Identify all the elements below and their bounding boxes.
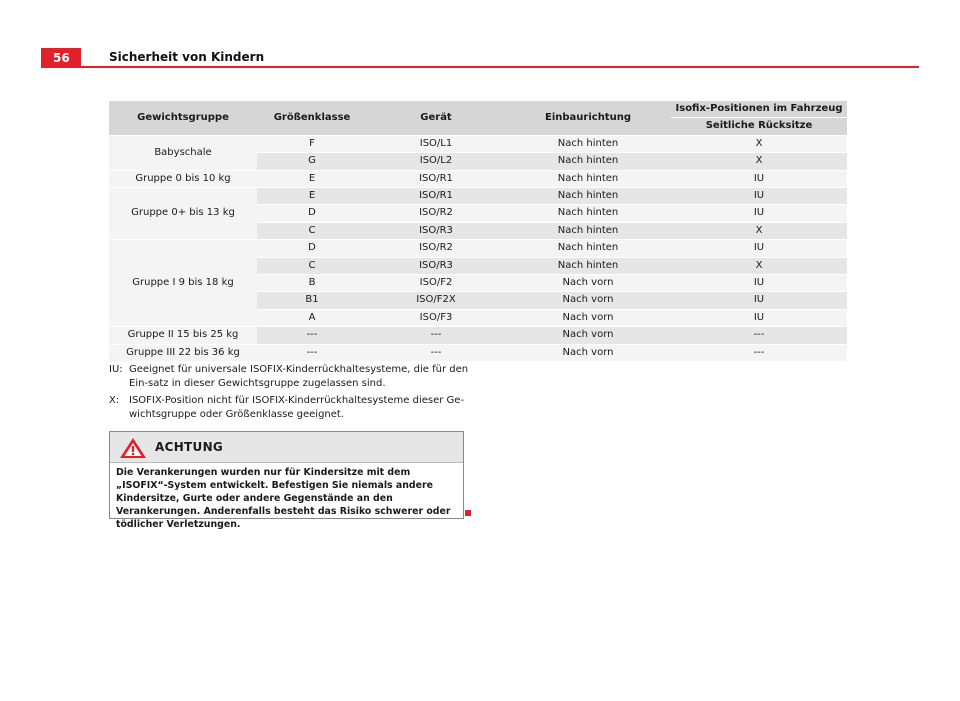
isofix-position-cell: ---	[671, 327, 847, 344]
size-class-cell: E	[257, 170, 367, 187]
direction-cell: Nach hinten	[505, 257, 671, 274]
direction-cell: Nach hinten	[505, 188, 671, 205]
isofix-position-cell: IU	[671, 188, 847, 205]
size-class-cell: G	[257, 153, 367, 170]
legend-item-iu	[109, 363, 469, 390]
size-class-cell: B	[257, 275, 367, 292]
direction-cell: Nach hinten	[505, 240, 671, 257]
size-class-cell: A	[257, 309, 367, 326]
device-cell: ---	[367, 327, 505, 344]
weight-group-cell: Gruppe II 15 bis 25 kg	[109, 327, 257, 344]
warning-text: Die Verankerungen wurden nur für Kindersitze mit dem „ISOFIX“-System entwickelt. Befestigen Sie niemals andere Kindersitze, Gurte oder andere Gegenstände an den Verankerungen. Anderenfalls besteht das Risiko schwerer oder tödlicher Verletzungen.	[116, 467, 451, 530]
legend-key: IU:	[109, 364, 123, 375]
size-class-cell: ---	[257, 327, 367, 344]
direction-cell: Nach vorn	[505, 327, 671, 344]
isofix-table	[109, 101, 847, 362]
isofix-position-cell: IU	[671, 292, 847, 309]
table-row	[109, 327, 847, 344]
device-cell: ISO/F2X	[367, 292, 505, 309]
warning-box	[109, 431, 464, 530]
device-cell: ISO/R3	[367, 257, 505, 274]
size-class-cell: D	[257, 205, 367, 222]
device-cell: ---	[367, 344, 505, 361]
isofix-position-cell: X	[671, 257, 847, 274]
column-header-size-class: Größenklasse	[257, 101, 367, 135]
header-rule	[41, 66, 919, 68]
legend-text: ISOFIX-Position nicht für ISOFIX-Kinderrückhaltesysteme dieser Ge-wichtsgruppe oder Größenklasse geeignet.	[129, 395, 465, 420]
device-cell: ISO/L2	[367, 153, 505, 170]
direction-cell: Nach vorn	[505, 292, 671, 309]
direction-cell: Nach hinten	[505, 222, 671, 239]
direction-cell: Nach vorn	[505, 344, 671, 361]
page-number: 56	[41, 48, 81, 68]
isofix-position-cell: ---	[671, 344, 847, 361]
weight-group-cell: Gruppe III 22 bis 36 kg	[109, 344, 257, 361]
isofix-position-cell: X	[671, 135, 847, 152]
size-class-cell: F	[257, 135, 367, 152]
direction-cell: Nach vorn	[505, 275, 671, 292]
table-row	[109, 240, 847, 257]
size-class-cell: C	[257, 257, 367, 274]
direction-cell: Nach hinten	[505, 153, 671, 170]
device-cell: ISO/R2	[367, 205, 505, 222]
device-cell: ISO/R1	[367, 170, 505, 187]
direction-cell: Nach hinten	[505, 135, 671, 152]
weight-group-cell: Gruppe I 9 bis 18 kg	[109, 240, 257, 327]
legend	[109, 363, 469, 425]
column-header-weight-group: Gewichtsgruppe	[109, 101, 257, 135]
isofix-position-cell: X	[671, 222, 847, 239]
table-body	[109, 135, 847, 361]
device-cell: ISO/L1	[367, 135, 505, 152]
direction-cell: Nach hinten	[505, 170, 671, 187]
size-class-cell: C	[257, 222, 367, 239]
warning-triangle-icon	[119, 437, 147, 459]
device-cell: ISO/F2	[367, 275, 505, 292]
isofix-position-cell: IU	[671, 205, 847, 222]
table-header	[109, 101, 847, 135]
warning-header	[110, 432, 463, 463]
column-header-rear-seats: Seitliche Rücksitze	[671, 118, 847, 135]
table-row	[109, 135, 847, 152]
size-class-cell: E	[257, 188, 367, 205]
isofix-position-cell: IU	[671, 309, 847, 326]
table-row	[109, 170, 847, 187]
column-header-direction: Einbaurichtung	[505, 101, 671, 135]
device-cell: ISO/R3	[367, 222, 505, 239]
size-class-cell: B1	[257, 292, 367, 309]
legend-text: Geeignet für universale ISOFIX-Kinderrückhaltesysteme, die für den Ein-satz in dieser Gewichtsgruppe zugelassen sind.	[129, 364, 469, 389]
legend-key: X:	[109, 395, 120, 406]
section-end-marker	[465, 510, 471, 516]
warning-title: ACHTUNG	[155, 440, 224, 454]
weight-group-cell: Gruppe 0+ bis 13 kg	[109, 188, 257, 240]
column-header-device: Gerät	[367, 101, 505, 135]
direction-cell: Nach hinten	[505, 205, 671, 222]
size-class-cell: D	[257, 240, 367, 257]
isofix-position-cell: IU	[671, 275, 847, 292]
isofix-position-cell: IU	[671, 240, 847, 257]
table-row	[109, 344, 847, 361]
chapter-title: Sicherheit von Kindern	[109, 50, 265, 64]
page-header	[0, 0, 960, 70]
isofix-position-cell: X	[671, 153, 847, 170]
table-row	[109, 188, 847, 205]
device-cell: ISO/F3	[367, 309, 505, 326]
column-header-isofix-positions: Isofix-Positionen im Fahrzeug	[671, 101, 847, 118]
size-class-cell: ---	[257, 344, 367, 361]
weight-group-cell: Babyschale	[109, 135, 257, 170]
device-cell: ISO/R2	[367, 240, 505, 257]
weight-group-cell: Gruppe 0 bis 10 kg	[109, 170, 257, 187]
isofix-position-cell: IU	[671, 170, 847, 187]
direction-cell: Nach vorn	[505, 309, 671, 326]
device-cell: ISO/R1	[367, 188, 505, 205]
legend-item-x	[109, 394, 469, 421]
